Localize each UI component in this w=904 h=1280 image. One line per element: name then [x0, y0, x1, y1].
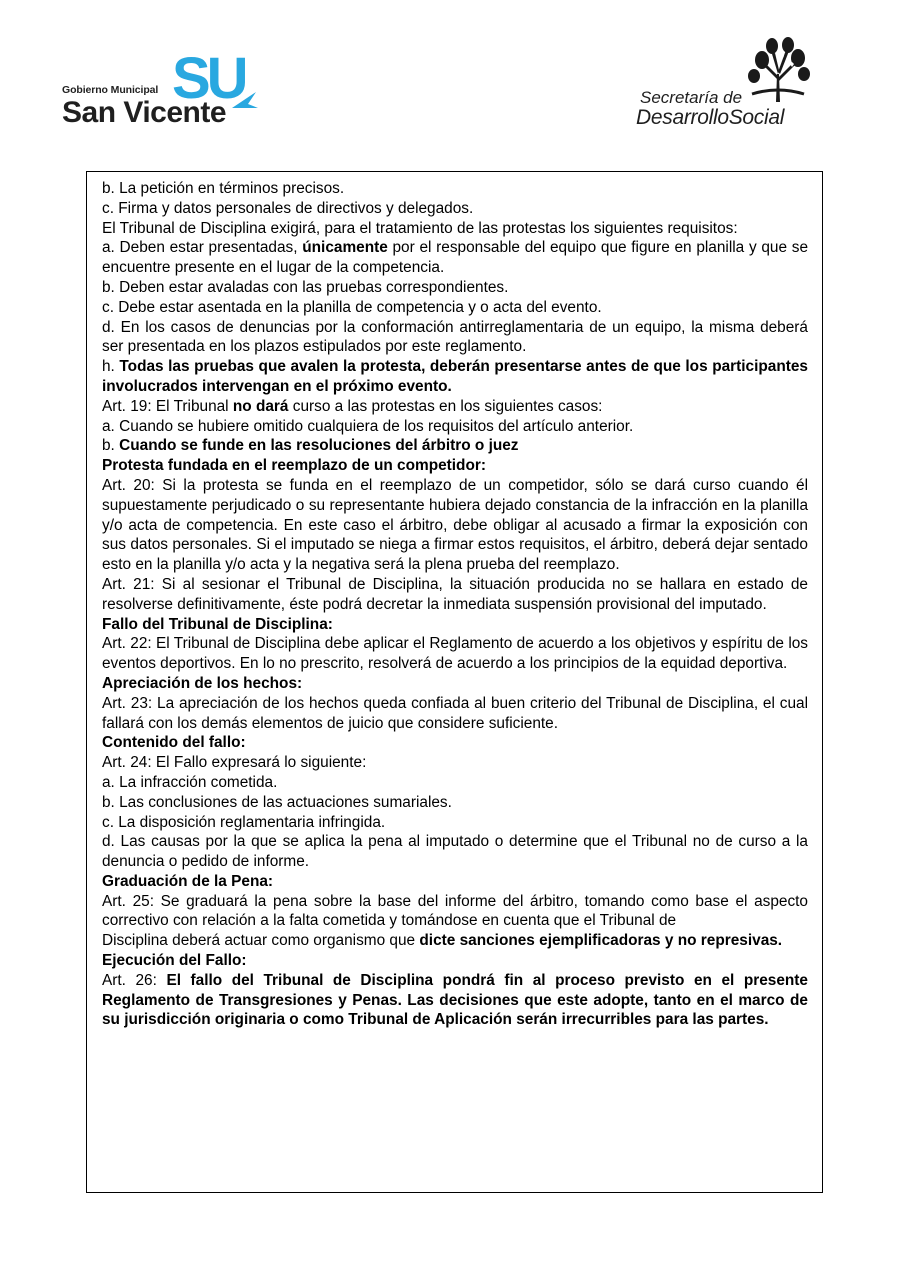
bold-text: Cuando se funde en las resoluciones del árbitro o juez [119, 437, 519, 455]
paragraph [102, 753, 808, 773]
text-run: b. Deben estar avaladas con las pruebas correspondientes. [102, 278, 509, 296]
bold-text: únicamente [302, 239, 388, 257]
text-run: Art. 20: Si la protesta se funda en el reemplazo de un competidor, sólo se dará curso cuando él supuestamente perjudicado o su representante hubiera dejado constancia de la infracción en la planilla y/o acta de competencia. En este caso el árbitro, debe obligar al acusado a firmar la exposición con sus datos personales. Si el imputado se niega a firmar estos requisitos, el árbitro, deberá dejar sentado esto en la planilla y/o acta y la negativa será la plena prueba del reemplazo. [102, 476, 808, 574]
bold-text: Contenido del fallo: [102, 734, 246, 752]
paragraph [102, 813, 808, 833]
bold-text: Apreciación de los hechos: [102, 674, 303, 692]
paragraph [102, 773, 808, 793]
logo-gobierno-text: Gobierno Municipal [62, 84, 159, 96]
paragraph [102, 179, 808, 199]
bold-text: Graduación de la Pena: [102, 872, 274, 890]
text-run: a. Deben estar presentadas, [102, 239, 303, 257]
paragraph [102, 476, 808, 575]
paragraph [102, 832, 808, 872]
text-run: Art. 22: El Tribunal de Disciplina debe aplicar el Reglamento de acuerdo a los objetivos y espíritu de los eventos deportivos. En lo no prescrito, resolverá de acuerdo a los principios de la equidad deportiva. [102, 635, 808, 673]
text-run: a. Cuando se hubiere omitido cualquiera de los requisitos del artículo anterior. [102, 417, 634, 435]
text-run: d. Las causas por la que se aplica la pena al imputado o determine que el Tribunal no de curso a la denuncia o pedido de informe. [102, 833, 808, 871]
paragraph [102, 694, 808, 734]
paragraph [102, 793, 808, 813]
paragraph [102, 674, 808, 694]
paragraph [102, 219, 808, 239]
bold-text: Todas las pruebas que avalen la protesta, deberán presentarse antes de que los participantes involucrados intervengan en el próximo evento. [102, 358, 808, 395]
bold-text: Ejecución del Fallo: [102, 952, 247, 970]
document-body [102, 179, 808, 1030]
text-run: c. Debe estar asentada en la planilla de competencia y o acta del evento. [102, 298, 602, 316]
paragraph [102, 931, 808, 951]
bold-text: no dará [232, 397, 289, 415]
paragraph [102, 298, 808, 318]
paragraph [102, 397, 808, 417]
text-run: Art. 26: [102, 971, 167, 989]
bold-text: dicte sanciones ejemplificadoras y no represivas. [419, 932, 783, 950]
paragraph [102, 436, 808, 456]
text-run: c. La disposición reglamentaria infringida. [102, 813, 386, 831]
paragraph [102, 278, 808, 298]
text-run: Disciplina deberá actuar como organismo que [102, 932, 420, 950]
paragraph [102, 615, 808, 635]
paragraph [102, 634, 808, 674]
secretaria-desarrollo-social-logo [636, 36, 826, 136]
swoosh-icon [230, 88, 260, 112]
paragraph [102, 892, 808, 932]
logo-su-mark: SU [172, 46, 245, 111]
text-run: Art. 21: Si al sesionar el Tribunal de Disciplina, la situación producida no se hallara en estado de resolverse definitivamente, éste podrá decretar la inmediata suspensión provisional del imputado. [102, 575, 808, 613]
text-run: curso a las protestas en los siguientes casos: [288, 397, 603, 415]
paragraph [102, 456, 808, 476]
paragraph [102, 417, 808, 437]
paragraph [102, 872, 808, 892]
text-run: b. Las conclusiones de las actuaciones sumariales. [102, 793, 452, 811]
logo-secretaria-text: Secretaría de [640, 88, 743, 107]
paragraph [102, 971, 808, 1030]
text-run: Art. 19: El Tribunal [102, 397, 233, 415]
paragraph [102, 318, 808, 358]
logo-san-vicente-text: San Vicente [62, 96, 227, 129]
text-run: b. La petición en términos precisos. [102, 180, 345, 197]
text-run: El Tribunal de Disciplina exigirá, para el tratamiento de las protestas los siguientes requisitos: [102, 219, 738, 237]
text-run: a. La infracción cometida. [102, 773, 278, 791]
paragraph [102, 575, 808, 615]
paragraph [102, 733, 808, 753]
text-run: c. Firma y datos personales de directivos y delegados. [102, 199, 474, 217]
page-header [0, 0, 904, 160]
paragraph [102, 238, 808, 278]
logo-desarrollo-text: DesarrolloSocial [636, 106, 785, 129]
text-run: Art. 23: La apreciación de los hechos queda confiada al buen criterio del Tribunal de Disciplina, el cual fallará con los demás elementos de juicio que considere suficiente. [102, 694, 808, 732]
text-run: b. [102, 437, 120, 455]
bold-text: Protesta fundada en el reemplazo de un competidor: [102, 457, 486, 475]
text-run: d. En los casos de denuncias por la conformación antirreglamentaria de un equipo, la misma deberá ser presentada en los plazos estipulados por este reglamento. [102, 318, 808, 356]
bold-text: El fallo del Tribunal de Disciplina pondrá fin al proceso previsto en el presente Reglamento de Transgresiones y Penas. Las decisiones que este adopte, tanto en el marco de su jurisdicción originaria o como Tribunal de Aplicación serán irrecurribles para las partes. [102, 971, 808, 1029]
text-run: Art. 24: El Fallo expresará lo siguiente: [102, 754, 367, 772]
paragraph [102, 951, 808, 971]
text-run: h. [102, 358, 120, 376]
hands-tree-icon [742, 36, 814, 102]
paragraph [102, 357, 808, 397]
text-run: Art. 25: Se graduará la pena sobre la base del informe del árbitro, tomando como base el aspecto correctivo con relación a la falta cometida y tomándose en cuenta que el Tribunal de [102, 892, 808, 930]
bold-text: Fallo del Tribunal de Disciplina: [102, 615, 333, 633]
gobierno-municipal-logo [62, 46, 272, 140]
paragraph [102, 199, 808, 219]
text-run: por el responsable del equipo que figure en planilla y que se encuentre presente en el lugar de la competencia. [102, 239, 809, 277]
